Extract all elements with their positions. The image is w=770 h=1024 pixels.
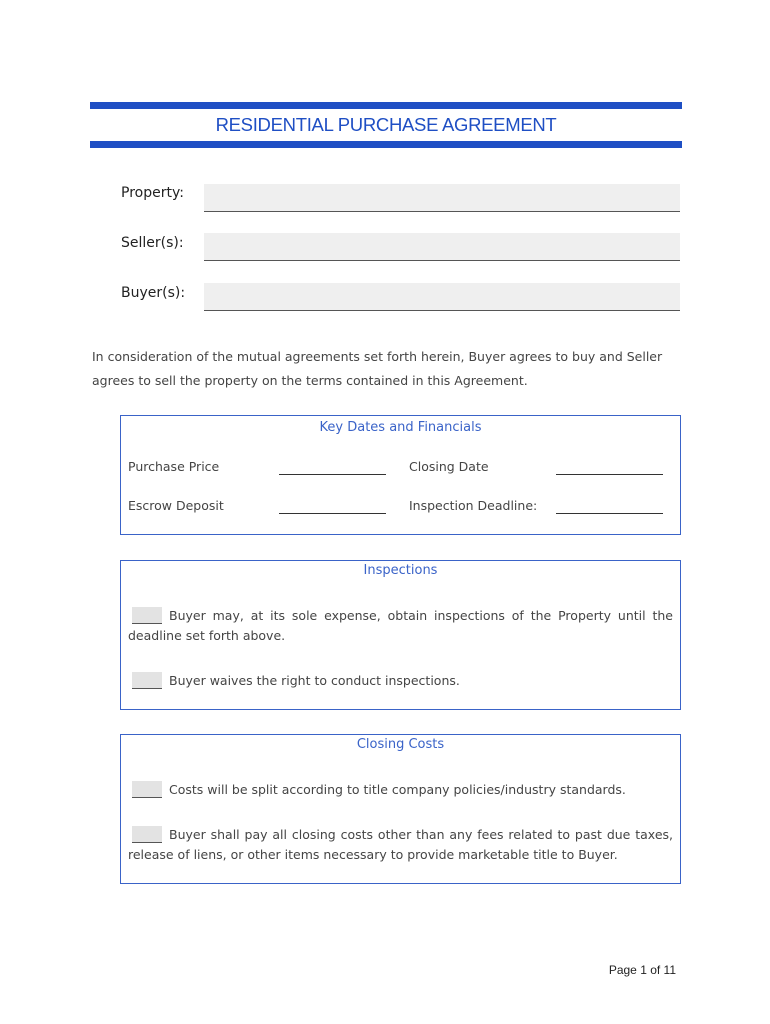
closing-option-2-text: Buyer shall pay all closing costs other than any fees related to past due taxes, release of liens, or other items necessary to provide marketable title to Buyer.	[128, 827, 673, 862]
inspection-deadline-label: Inspection Deadline:	[409, 498, 538, 513]
document-title: RESIDENTIAL PURCHASE AGREEMENT	[215, 114, 557, 135]
purchase-price-field[interactable]	[279, 474, 386, 475]
property-field[interactable]	[204, 184, 680, 212]
page-number: Page 1 of 11	[608, 963, 676, 977]
inspection-deadline-field[interactable]	[556, 513, 663, 514]
purchase-price-label: Purchase Price	[128, 459, 220, 474]
closing-date-label: Closing Date	[409, 459, 489, 474]
key-dates-box	[120, 415, 681, 535]
escrow-deposit-field[interactable]	[279, 513, 386, 514]
intro-paragraph: In consideration of the mutual agreements set forth herein, Buyer agrees to buy and Seller agrees to sell the property on the terms contained in this Agreement.	[92, 349, 663, 388]
closing-date-field[interactable]	[556, 474, 663, 475]
buyers-label: Buyer(s):	[121, 285, 186, 301]
inspections-title: Inspections	[363, 563, 438, 578]
closing-costs-title: Closing Costs	[356, 737, 445, 752]
header-top-rule	[90, 102, 682, 109]
inspection-option-1-text: Buyer may, at its sole expense, obtain inspections of the Property until the deadline set forth above.	[128, 608, 673, 643]
property-label: Property:	[121, 185, 184, 201]
sellers-label: Seller(s):	[121, 235, 184, 251]
buyers-field[interactable]	[204, 283, 680, 311]
escrow-deposit-label: Escrow Deposit	[128, 498, 224, 513]
inspections-box	[120, 560, 681, 710]
header-bottom-rule	[90, 141, 682, 148]
closing-option-1-text: Costs will be split according to title company policies/industry standards.	[169, 782, 626, 797]
sellers-field[interactable]	[204, 233, 680, 261]
key-dates-title: Key Dates and Financials	[319, 420, 482, 435]
closing-costs-box	[120, 734, 681, 884]
inspection-option-2-text: Buyer waives the right to conduct inspections.	[169, 673, 460, 688]
